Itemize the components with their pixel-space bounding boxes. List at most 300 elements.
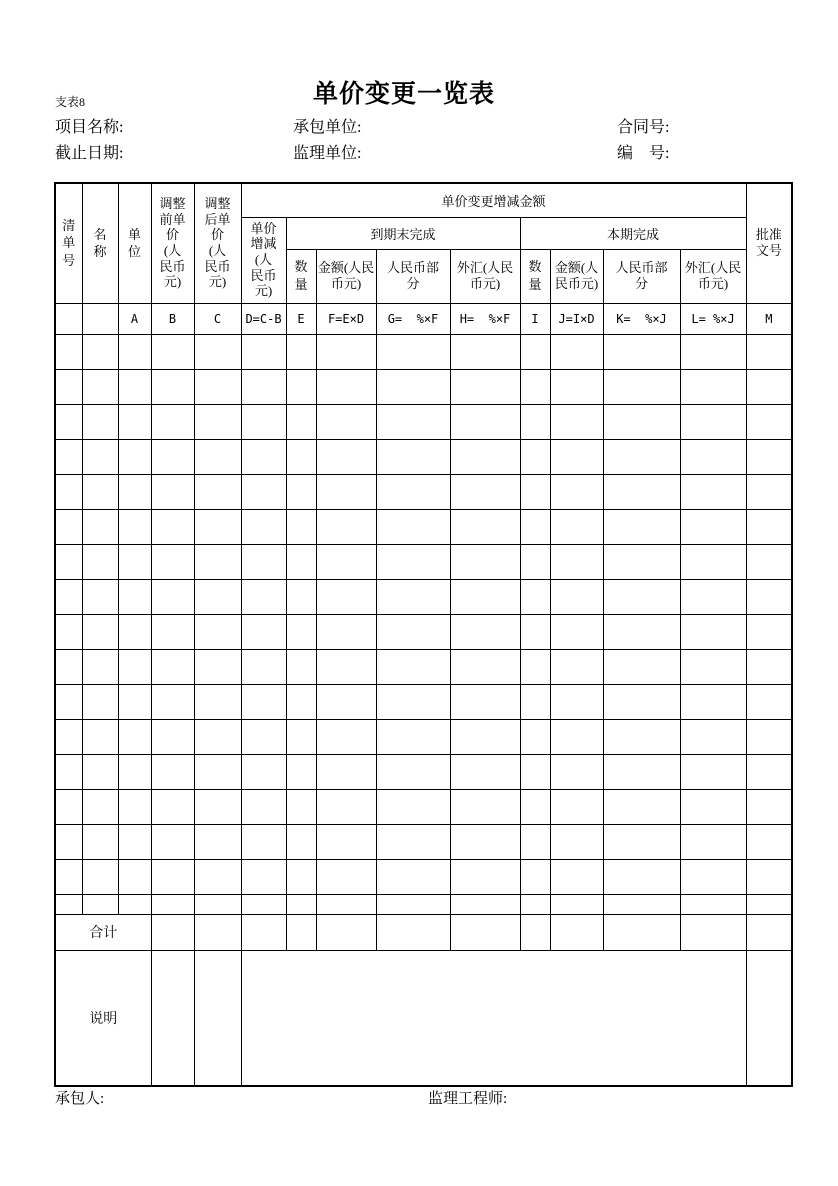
formula-cell: G= %×F [376,303,450,334]
formula-row-section [55,303,792,334]
deadline-label: 截止日期: [55,145,124,162]
empty-cell [680,369,746,404]
empty-cell [680,614,746,649]
total-cell [376,914,450,950]
empty-cell [680,859,746,894]
total-cell [746,914,792,950]
empty-cell [550,614,603,649]
empty-cell [151,404,194,439]
empty-cell [603,474,680,509]
empty-cell [376,824,450,859]
notes-cell [746,950,792,1086]
empty-cell [520,509,550,544]
empty-cell [286,719,316,754]
header-approval-no [746,183,792,303]
empty-cell [194,754,241,789]
project-name-label: 项目名称: [55,119,124,136]
empty-cell [55,544,82,579]
empty-cell [680,754,746,789]
empty-cell [316,334,376,369]
empty-cell [286,439,316,474]
empty-cell [241,894,286,914]
empty-cell [82,614,118,649]
empty-cell [241,509,286,544]
empty-cell [520,614,550,649]
empty-cell [450,369,520,404]
formula-cell: D=C-B [241,303,286,334]
formula-cell: A [118,303,151,334]
empty-cell [82,789,118,824]
empty-cell [450,719,520,754]
empty-cell [376,334,450,369]
table-header [55,183,792,303]
empty-cell [376,474,450,509]
empty-cell [450,649,520,684]
empty-cell [550,649,603,684]
empty-cell [316,824,376,859]
empty-cell [520,789,550,824]
empty-cell [680,404,746,439]
empty-cell [151,369,194,404]
empty-cell [680,824,746,859]
header-quantity-text: 数量 [294,259,308,292]
empty-cell [520,754,550,789]
empty-cell [286,894,316,914]
empty-cell [286,859,316,894]
table-footer-rows [55,914,792,1086]
empty-cell [603,789,680,824]
empty-cell [376,649,450,684]
empty-cell [450,334,520,369]
empty-cell [746,719,792,754]
empty-cell [55,719,82,754]
empty-cell [450,474,520,509]
contractor-unit-label: 承包单位: [293,119,362,136]
empty-cell [55,859,82,894]
empty-cell [286,579,316,614]
empty-cell [746,789,792,824]
empty-cell [118,439,151,474]
total-cell [194,914,241,950]
empty-cell [241,369,286,404]
formula-cell: J=I×D [550,303,603,334]
empty-cell [118,649,151,684]
empty-cell [316,719,376,754]
empty-cell [316,894,376,914]
empty-cell [151,719,194,754]
formula-cell [55,303,82,334]
empty-cell [151,649,194,684]
empty-cell [550,404,603,439]
empty-cell [55,614,82,649]
notes-row [55,950,792,1086]
empty-cell [316,614,376,649]
empty-cell [82,859,118,894]
empty-cell [450,824,520,859]
empty-cell [550,894,603,914]
empty-cell [376,404,450,439]
empty-cell [550,509,603,544]
header-unit-text: 单位 [127,226,141,260]
empty-cell [376,859,450,894]
empty-cell [520,439,550,474]
empty-cell [241,789,286,824]
empty-cell [194,824,241,859]
total-row [55,914,792,950]
empty-cell [450,614,520,649]
empty-cell [550,334,603,369]
empty-cell [286,824,316,859]
empty-cell [746,474,792,509]
empty-cell [603,509,680,544]
formula-cell: L= %×J [680,303,746,334]
empty-cell [376,509,450,544]
empty-cell [241,334,286,369]
header-list-no [55,183,82,303]
empty-cell [151,439,194,474]
empty-cell [550,684,603,719]
empty-cell [316,369,376,404]
formula-cell: H= %×F [450,303,520,334]
table-row [55,789,792,824]
total-cell [316,914,376,950]
empty-cell [151,824,194,859]
empty-cell [316,684,376,719]
table-row [55,369,792,404]
header-amount-current [550,249,603,303]
empty-cell [550,474,603,509]
header-item-name [82,183,118,303]
empty-cell [118,544,151,579]
empty-cell [603,824,680,859]
empty-cell [603,894,680,914]
empty-cell [603,334,680,369]
empty-cell [520,649,550,684]
empty-cell [550,719,603,754]
empty-cell [680,474,746,509]
form-number-label: 支表8 [55,95,86,109]
table-row [55,894,792,914]
empty-cell [194,684,241,719]
header-list-no-text: 清单号 [62,217,76,269]
empty-cell [520,369,550,404]
empty-cell [118,614,151,649]
table-row [55,474,792,509]
header-amount-period-end [316,249,376,303]
empty-cell [746,509,792,544]
empty-cell [450,894,520,914]
empty-cell [603,404,680,439]
empty-cell [603,544,680,579]
empty-cell [520,544,550,579]
header-change-amount-group: 单价变更增减金额 [241,183,746,217]
empty-cell [82,334,118,369]
empty-cell [194,509,241,544]
empty-cell [450,754,520,789]
notes-cell [194,950,241,1086]
empty-cell [286,544,316,579]
empty-cell [151,509,194,544]
empty-cell [286,334,316,369]
total-label: 合计 [55,914,151,950]
formula-cell: C [194,303,241,334]
header-rmb-portion-period-end [376,249,450,303]
empty-cell [450,579,520,614]
empty-cell [746,894,792,914]
empty-cell [550,544,603,579]
empty-cell [241,579,286,614]
empty-cell [286,369,316,404]
empty-cell [520,719,550,754]
empty-cell [55,439,82,474]
empty-cell [376,719,450,754]
empty-cell [286,509,316,544]
empty-cell [680,509,746,544]
empty-cell [746,439,792,474]
empty-cell [450,544,520,579]
header-current-period: 本期完成 [520,217,746,249]
empty-cell [746,754,792,789]
table-row [55,719,792,754]
empty-cell [55,824,82,859]
empty-cell [118,509,151,544]
empty-cell [194,579,241,614]
empty-cell [680,649,746,684]
empty-cell [82,894,118,914]
empty-cell [376,894,450,914]
empty-cell [450,859,520,894]
empty-cell [603,754,680,789]
empty-cell [241,859,286,894]
empty-cell [55,334,82,369]
page-title: 单价变更一览表 [312,81,495,108]
empty-cell [151,789,194,824]
empty-cell [82,544,118,579]
table-row [55,579,792,614]
empty-cell [680,719,746,754]
header-amount-text: 金额(人民币元) [554,260,599,291]
empty-cell [286,754,316,789]
empty-cell [746,579,792,614]
header-forex-text: 外汇(人民币元) [456,260,514,291]
empty-cell [194,369,241,404]
empty-cell [118,369,151,404]
header-forex-text: 外汇(人民币元) [684,260,742,291]
header-price-before-text: 调整前单价(人民币元) [159,196,186,290]
empty-cell [746,334,792,369]
header-unit-price-change [241,217,286,303]
header-unit-price-change-text: 单价增减(人民币元) [250,220,277,299]
empty-cell [151,859,194,894]
empty-cell [520,579,550,614]
empty-cell [376,684,450,719]
empty-cell [194,894,241,914]
empty-cell [520,474,550,509]
empty-cell [118,684,151,719]
empty-cell [316,474,376,509]
empty-cell [55,474,82,509]
empty-cell [520,824,550,859]
notes-content-area [241,950,746,1086]
empty-cell [450,509,520,544]
empty-cell [316,579,376,614]
empty-cell [118,404,151,439]
header-forex-period-end [450,249,520,303]
empty-cell [194,334,241,369]
empty-cell [680,439,746,474]
empty-cell [316,754,376,789]
header-item-name-text: 名称 [93,226,107,260]
empty-cell [550,824,603,859]
empty-cell [151,614,194,649]
table-row [55,754,792,789]
empty-cell [376,789,450,824]
table-row [55,334,792,369]
formula-cell [82,303,118,334]
empty-cell [520,404,550,439]
total-cell [520,914,550,950]
empty-cell [550,789,603,824]
empty-cell [376,439,450,474]
empty-cell [55,894,82,914]
header-price-after-text: 调整后单价(人民币元) [204,196,231,290]
empty-cell [241,754,286,789]
empty-cell [55,684,82,719]
empty-cell [55,369,82,404]
empty-cell [151,334,194,369]
empty-cell [603,579,680,614]
empty-cell [376,614,450,649]
table-row [55,439,792,474]
total-cell [603,914,680,950]
empty-cell [82,824,118,859]
empty-cell [194,649,241,684]
empty-cell [151,894,194,914]
serial-no-label: 编 号: [617,145,670,162]
empty-cell [376,544,450,579]
formula-cell: E [286,303,316,334]
empty-cell [55,579,82,614]
empty-cell [118,334,151,369]
empty-cell [118,719,151,754]
empty-cell [82,404,118,439]
empty-cell [680,544,746,579]
empty-cell [118,474,151,509]
empty-cell [550,859,603,894]
empty-cell [316,544,376,579]
empty-cell [55,649,82,684]
empty-cell [151,474,194,509]
header-rmb-portion-text: 人民币部分 [386,260,439,291]
empty-cell [194,719,241,754]
empty-cell [118,824,151,859]
empty-cell [241,474,286,509]
notes-label: 说明 [55,950,151,1086]
empty-cell [550,579,603,614]
empty-cell [241,649,286,684]
empty-cell [82,684,118,719]
empty-cell [241,719,286,754]
empty-cell [151,754,194,789]
empty-cell [118,579,151,614]
empty-cell [316,789,376,824]
formula-row [55,303,792,334]
empty-cell [118,789,151,824]
total-cell [286,914,316,950]
empty-cell [603,439,680,474]
empty-cell [450,684,520,719]
table-row [55,544,792,579]
empty-cell [316,509,376,544]
empty-cell [746,404,792,439]
header-quantity-current [520,249,550,303]
empty-cell [55,789,82,824]
empty-cell [316,649,376,684]
header-price-before [151,183,194,303]
header-rmb-portion-text: 人民币部分 [615,260,668,291]
empty-cell [680,579,746,614]
supervising-engineer-label: 监理工程师: [428,1091,508,1107]
empty-cell [286,684,316,719]
table-row [55,824,792,859]
empty-cell [316,859,376,894]
table-row [55,684,792,719]
empty-cell [118,859,151,894]
formula-cell: I [520,303,550,334]
empty-cell [241,684,286,719]
header-approval-no-text: 批准文号 [755,227,782,259]
empty-cell [520,894,550,914]
empty-cell [286,474,316,509]
empty-cell [82,369,118,404]
total-cell [450,914,520,950]
empty-cell [603,614,680,649]
table-row [55,614,792,649]
table-row [55,509,792,544]
formula-cell: K= %×J [603,303,680,334]
empty-cell [194,614,241,649]
empty-cell [82,649,118,684]
empty-cell [550,369,603,404]
empty-cell [603,649,680,684]
header-quantity-period-end [286,249,316,303]
empty-cell [746,684,792,719]
total-cell [550,914,603,950]
contract-no-label: 合同号: [617,119,670,136]
supervisor-unit-label: 监理单位: [293,145,362,162]
empty-cell [55,754,82,789]
total-cell [680,914,746,950]
total-cell [151,914,194,950]
empty-cell [603,719,680,754]
empty-cell [520,684,550,719]
formula-cell: M [746,303,792,334]
empty-cell [450,789,520,824]
empty-cell [376,369,450,404]
empty-cell [450,439,520,474]
unit-price-change-table [54,182,793,1087]
empty-cell [746,614,792,649]
empty-cell [194,859,241,894]
notes-cell [151,950,194,1086]
empty-cell [194,544,241,579]
empty-cell [680,334,746,369]
empty-cell [194,439,241,474]
empty-cell [82,474,118,509]
formula-cell: B [151,303,194,334]
table-row [55,404,792,439]
formula-cell: F=E×D [316,303,376,334]
